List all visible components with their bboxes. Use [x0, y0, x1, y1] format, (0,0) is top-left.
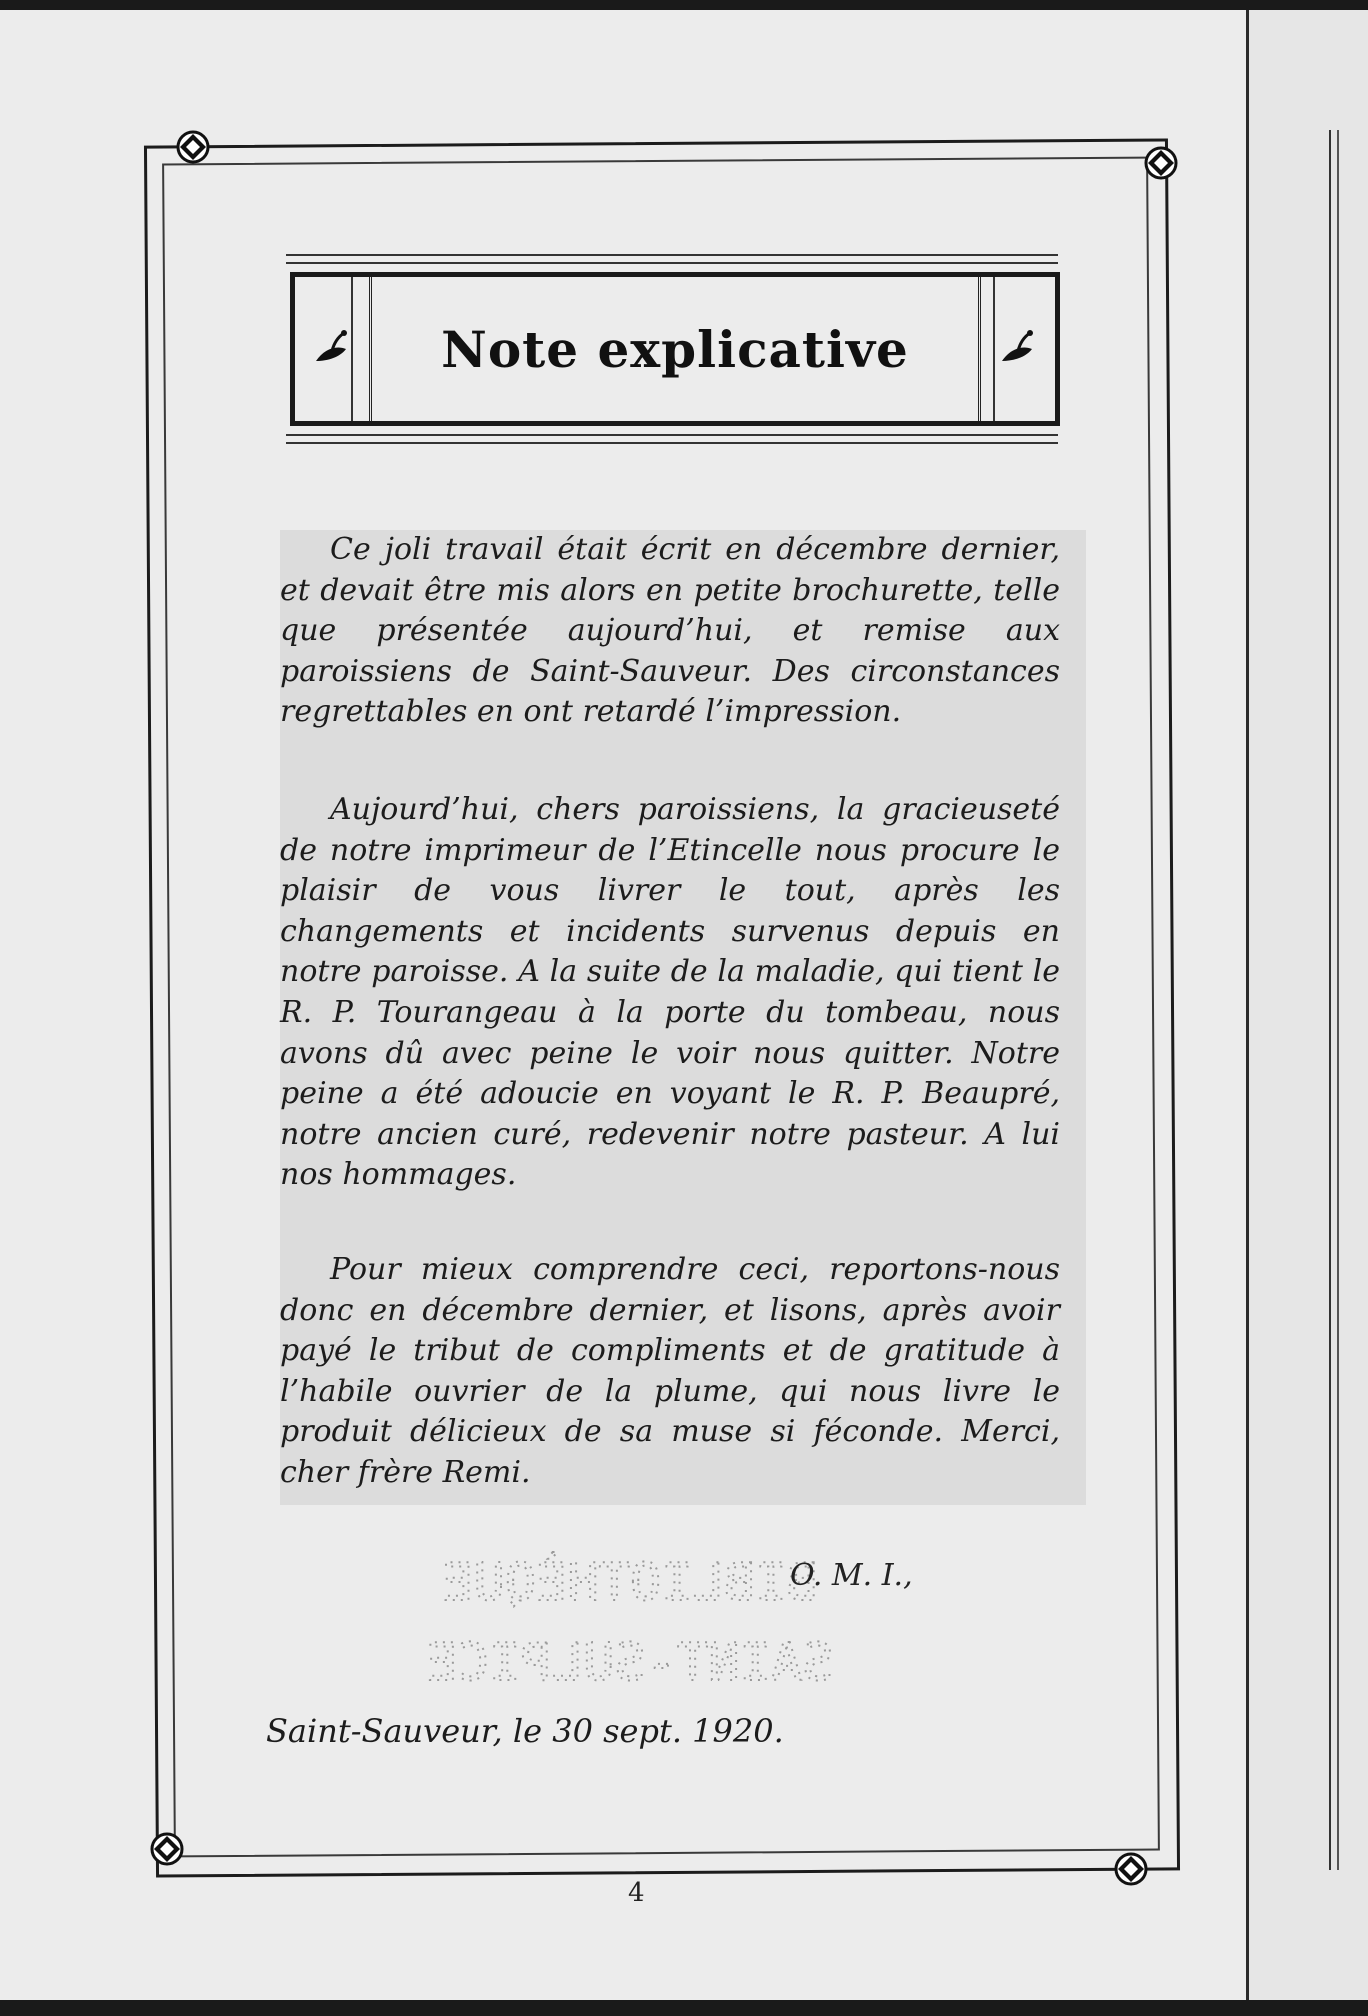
title-rule — [286, 254, 1058, 256]
book-page — [0, 10, 1246, 2000]
title-flourish-left — [295, 277, 372, 421]
facing-page-edge — [1246, 10, 1368, 2000]
signature: O. M. I., — [790, 1558, 913, 1593]
leaf-flourish-icon — [310, 327, 354, 371]
page-title: Note explicative — [441, 319, 909, 379]
facing-page-border — [1329, 130, 1339, 1870]
paragraph: Pour mieux comprendre ceci, reportons-nous donc en décembre dernier, et lisons, après avoir payé le tribut de compliments et de gratitude à l’habile ouvrier de la plume, qui nous livre le produit délicieux de sa muse si féconde. Merci, cher frère Remi. — [280, 1252, 1060, 1490]
corner-ornament-icon — [176, 130, 210, 164]
corner-ornament-icon — [150, 1832, 184, 1866]
title-rule — [286, 262, 1058, 264]
place-date: Saint-Sauveur, le 30 sept. 1920. — [266, 1712, 784, 1750]
title-banner — [286, 254, 1058, 444]
scan-top-edge — [0, 0, 1368, 10]
svg-text:SAINT-SULPICE: SAINT-SULPICE — [426, 1633, 834, 1693]
title-frame — [290, 272, 1060, 426]
paragraph: Aujourd’hui, chers paroissiens, la gracieuseté de notre imprimeur de l’Etincelle nous procure le plaisir de vous livrer le tout, après les changements et incidents survenus depuis en notre paroisse. A la suite de la maladie, qui tient le R. P. Tourangeau à la porte du tombeau, nous avons dû avec peine le voir nous quitter. Notre peine a été adoucie en voyant le R. P. Beaupré, notre ancien curé, redevenir notre pasteur. A lui nos hommages. — [280, 792, 1060, 1193]
text-clipping — [280, 530, 1086, 1505]
title-rule — [286, 434, 1058, 436]
page-number: 4 — [628, 1878, 645, 1908]
svg-text:BIBLIOTHÈQUE: BIBLIOTHÈQUE — [442, 1553, 818, 1613]
corner-ornament-icon — [1114, 1852, 1148, 1886]
leaf-flourish-icon — [996, 327, 1040, 371]
paragraph: Ce joli travail était écrit en décembre dernier, et devait être mis alors en petite brochurette, telle que présentée aujourd’hui, et remise aux paroissiens de Saint-Sauveur. Des circonstances regrettables en ont retardé l’impression. — [280, 532, 1060, 730]
corner-ornament-icon — [1144, 146, 1178, 180]
title-rule — [286, 442, 1058, 444]
title-flourish-right — [978, 277, 1055, 421]
